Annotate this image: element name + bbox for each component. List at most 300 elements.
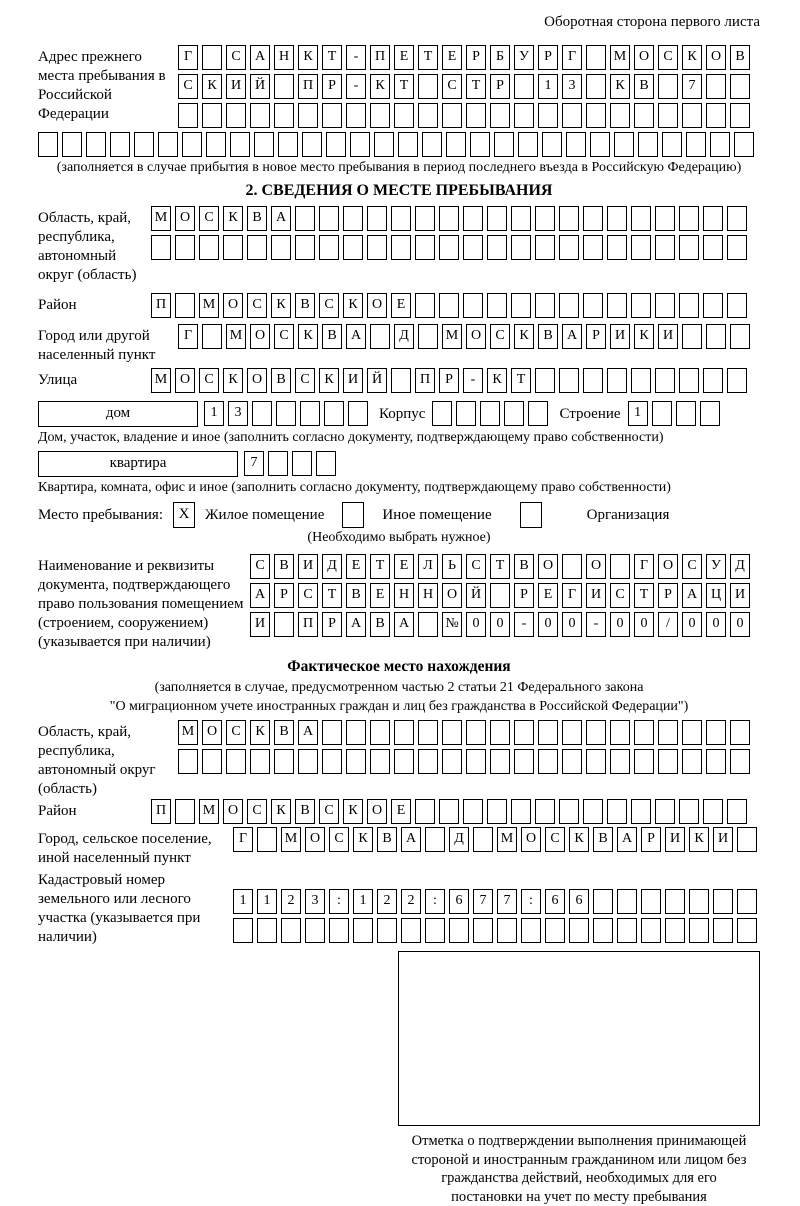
char-cell[interactable] xyxy=(631,368,651,393)
char-cell[interactable] xyxy=(391,235,411,260)
char-cell[interactable] xyxy=(586,103,606,128)
char-cell[interactable] xyxy=(676,401,696,426)
char-cell[interactable] xyxy=(466,103,486,128)
char-cell[interactable] xyxy=(511,235,531,260)
char-cell[interactable] xyxy=(504,401,524,426)
char-cell[interactable] xyxy=(490,749,510,774)
char-cell[interactable]: Р xyxy=(658,583,678,608)
char-cell[interactable]: И xyxy=(665,827,685,852)
char-cell[interactable] xyxy=(178,103,198,128)
char-cell[interactable] xyxy=(394,749,414,774)
char-cell[interactable]: Е xyxy=(391,293,411,318)
char-cell[interactable]: В xyxy=(593,827,613,852)
char-cell[interactable] xyxy=(562,749,582,774)
char-cell[interactable] xyxy=(682,720,702,745)
char-cell[interactable]: В xyxy=(247,206,267,231)
char-cell[interactable]: 7 xyxy=(244,451,264,476)
char-cell[interactable] xyxy=(586,749,606,774)
char-cell[interactable] xyxy=(583,206,603,231)
char-cell[interactable] xyxy=(110,132,130,157)
char-cell[interactable] xyxy=(514,103,534,128)
char-cell[interactable] xyxy=(425,827,445,852)
char-cell[interactable] xyxy=(322,720,342,745)
char-cell[interactable] xyxy=(398,132,418,157)
char-cell[interactable] xyxy=(631,799,651,824)
char-cell[interactable]: А xyxy=(682,583,702,608)
char-cell[interactable]: 3 xyxy=(562,74,582,99)
char-cell[interactable] xyxy=(535,206,555,231)
char-cell[interactable]: В xyxy=(377,827,397,852)
char-cell[interactable] xyxy=(665,889,685,914)
char-cell[interactable]: К xyxy=(298,324,318,349)
char-cell[interactable]: В xyxy=(274,554,294,579)
char-cell[interactable] xyxy=(538,749,558,774)
char-cell[interactable]: Г xyxy=(178,324,198,349)
char-cell[interactable] xyxy=(586,45,606,70)
char-cell[interactable] xyxy=(641,889,661,914)
char-cell[interactable]: С xyxy=(490,324,510,349)
char-cell[interactable]: 6 xyxy=(569,889,589,914)
char-cell[interactable] xyxy=(679,293,699,318)
char-cell[interactable] xyxy=(394,720,414,745)
char-cell[interactable] xyxy=(250,103,270,128)
char-cell[interactable]: Р xyxy=(322,612,342,637)
char-cell[interactable] xyxy=(730,74,750,99)
char-cell[interactable] xyxy=(439,799,459,824)
char-cell[interactable] xyxy=(463,206,483,231)
char-cell[interactable] xyxy=(559,293,579,318)
char-cell[interactable] xyxy=(442,749,462,774)
char-cell[interactable]: А xyxy=(346,324,366,349)
char-cell[interactable] xyxy=(727,206,747,231)
char-cell[interactable]: Е xyxy=(346,554,366,579)
char-cell[interactable]: С xyxy=(199,368,219,393)
char-cell[interactable]: А xyxy=(562,324,582,349)
char-cell[interactable] xyxy=(370,749,390,774)
char-cell[interactable]: В xyxy=(271,368,291,393)
char-cell[interactable]: В xyxy=(514,554,534,579)
char-cell[interactable]: П xyxy=(370,45,390,70)
char-cell[interactable] xyxy=(535,799,555,824)
char-cell[interactable]: М xyxy=(151,206,171,231)
char-cell[interactable] xyxy=(652,401,672,426)
char-cell[interactable]: Н xyxy=(274,45,294,70)
char-cell[interactable]: К xyxy=(319,368,339,393)
char-cell[interactable] xyxy=(418,103,438,128)
char-cell[interactable]: 2 xyxy=(377,889,397,914)
char-cell[interactable] xyxy=(415,235,435,260)
char-cell[interactable] xyxy=(401,918,421,943)
char-cell[interactable] xyxy=(329,918,349,943)
char-cell[interactable] xyxy=(487,235,507,260)
char-cell[interactable] xyxy=(202,324,222,349)
char-cell[interactable] xyxy=(490,583,510,608)
char-cell[interactable] xyxy=(703,799,723,824)
char-cell[interactable] xyxy=(38,132,58,157)
char-cell[interactable]: О xyxy=(175,368,195,393)
char-cell[interactable] xyxy=(562,554,582,579)
char-cell[interactable]: У xyxy=(706,554,726,579)
char-cell[interactable]: 7 xyxy=(682,74,702,99)
char-cell[interactable]: Н xyxy=(394,583,414,608)
char-cell[interactable]: Й xyxy=(250,74,270,99)
char-cell[interactable]: Д xyxy=(322,554,342,579)
char-cell[interactable] xyxy=(134,132,154,157)
char-cell[interactable] xyxy=(583,293,603,318)
char-cell[interactable] xyxy=(480,401,500,426)
char-cell[interactable] xyxy=(374,132,394,157)
char-cell[interactable] xyxy=(610,749,630,774)
char-cell[interactable]: С xyxy=(319,799,339,824)
char-cell[interactable]: О xyxy=(586,554,606,579)
char-cell[interactable] xyxy=(590,132,610,157)
char-cell[interactable]: 6 xyxy=(449,889,469,914)
char-cell[interactable] xyxy=(346,103,366,128)
char-cell[interactable] xyxy=(322,103,342,128)
char-cell[interactable] xyxy=(607,235,627,260)
char-cell[interactable]: М xyxy=(151,368,171,393)
char-cell[interactable] xyxy=(254,132,274,157)
char-cell[interactable]: Р xyxy=(466,45,486,70)
char-cell[interactable] xyxy=(202,749,222,774)
char-cell[interactable] xyxy=(295,206,315,231)
char-cell[interactable] xyxy=(706,749,726,774)
char-cell[interactable]: Г xyxy=(562,45,582,70)
char-cell[interactable] xyxy=(446,132,466,157)
char-cell[interactable]: Е xyxy=(394,45,414,70)
char-cell[interactable]: 0 xyxy=(706,612,726,637)
char-cell[interactable] xyxy=(322,749,342,774)
char-cell[interactable]: : xyxy=(329,889,349,914)
char-cell[interactable]: В xyxy=(274,720,294,745)
char-cell[interactable] xyxy=(535,368,555,393)
char-cell[interactable] xyxy=(734,132,754,157)
char-cell[interactable] xyxy=(175,799,195,824)
char-cell[interactable]: / xyxy=(658,612,678,637)
char-cell[interactable]: В xyxy=(730,45,750,70)
char-cell[interactable] xyxy=(610,103,630,128)
char-cell[interactable]: И xyxy=(586,583,606,608)
char-cell[interactable]: 2 xyxy=(281,889,301,914)
char-cell[interactable] xyxy=(737,827,757,852)
char-cell[interactable] xyxy=(418,324,438,349)
char-cell[interactable] xyxy=(394,103,414,128)
char-cell[interactable]: И xyxy=(658,324,678,349)
char-cell[interactable]: - xyxy=(346,45,366,70)
char-cell[interactable] xyxy=(593,918,613,943)
char-cell[interactable]: 6 xyxy=(545,889,565,914)
char-cell[interactable] xyxy=(545,918,565,943)
char-cell[interactable]: С xyxy=(682,554,702,579)
char-cell[interactable] xyxy=(511,293,531,318)
char-cell[interactable] xyxy=(466,720,486,745)
char-cell[interactable] xyxy=(679,206,699,231)
char-cell[interactable]: 1 xyxy=(257,889,277,914)
char-cell[interactable]: К xyxy=(689,827,709,852)
char-cell[interactable] xyxy=(418,749,438,774)
char-cell[interactable] xyxy=(463,799,483,824)
char-cell[interactable]: С xyxy=(329,827,349,852)
char-cell[interactable] xyxy=(223,235,243,260)
char-cell[interactable]: В xyxy=(295,293,315,318)
char-cell[interactable] xyxy=(151,235,171,260)
char-cell[interactable] xyxy=(199,235,219,260)
char-cell[interactable] xyxy=(713,889,733,914)
char-cell[interactable] xyxy=(730,103,750,128)
char-cell[interactable]: И xyxy=(713,827,733,852)
char-cell[interactable] xyxy=(490,720,510,745)
char-cell[interactable] xyxy=(583,368,603,393)
char-cell[interactable] xyxy=(703,235,723,260)
char-cell[interactable]: 1 xyxy=(233,889,253,914)
char-cell[interactable] xyxy=(305,918,325,943)
char-cell[interactable]: С xyxy=(247,293,267,318)
char-cell[interactable]: Р xyxy=(274,583,294,608)
char-cell[interactable]: О xyxy=(367,799,387,824)
char-cell[interactable]: И xyxy=(610,324,630,349)
char-cell[interactable] xyxy=(607,293,627,318)
char-cell[interactable] xyxy=(324,401,344,426)
char-cell[interactable]: О xyxy=(521,827,541,852)
char-cell[interactable] xyxy=(658,103,678,128)
char-cell[interactable]: 1 xyxy=(538,74,558,99)
zhiloe-checkbox[interactable]: X xyxy=(173,502,195,528)
char-cell[interactable]: М xyxy=(199,293,219,318)
char-cell[interactable] xyxy=(466,749,486,774)
char-cell[interactable] xyxy=(226,103,246,128)
char-cell[interactable] xyxy=(274,612,294,637)
char-cell[interactable]: О xyxy=(175,206,195,231)
char-cell[interactable]: Р xyxy=(538,45,558,70)
char-cell[interactable]: М xyxy=(281,827,301,852)
char-cell[interactable] xyxy=(370,720,390,745)
char-cell[interactable] xyxy=(703,293,723,318)
char-cell[interactable] xyxy=(538,720,558,745)
char-cell[interactable]: 0 xyxy=(682,612,702,637)
char-cell[interactable]: О xyxy=(634,45,654,70)
char-cell[interactable] xyxy=(316,451,336,476)
char-cell[interactable]: Т xyxy=(490,554,510,579)
char-cell[interactable] xyxy=(562,103,582,128)
char-cell[interactable] xyxy=(610,554,630,579)
char-cell[interactable]: № xyxy=(442,612,462,637)
inoe-checkbox[interactable] xyxy=(342,502,364,528)
char-cell[interactable]: К xyxy=(271,799,291,824)
char-cell[interactable]: 0 xyxy=(490,612,510,637)
char-cell[interactable] xyxy=(274,74,294,99)
char-cell[interactable]: Е xyxy=(391,799,411,824)
char-cell[interactable] xyxy=(418,720,438,745)
char-cell[interactable] xyxy=(689,918,709,943)
char-cell[interactable] xyxy=(370,324,390,349)
char-cell[interactable] xyxy=(662,132,682,157)
char-cell[interactable] xyxy=(730,749,750,774)
char-cell[interactable]: О xyxy=(466,324,486,349)
char-cell[interactable] xyxy=(514,74,534,99)
char-cell[interactable]: Т xyxy=(511,368,531,393)
char-cell[interactable]: К xyxy=(487,368,507,393)
char-cell[interactable]: С xyxy=(226,45,246,70)
char-cell[interactable] xyxy=(62,132,82,157)
char-cell[interactable]: С xyxy=(274,324,294,349)
char-cell[interactable]: Е xyxy=(394,554,414,579)
char-cell[interactable]: Г xyxy=(178,45,198,70)
char-cell[interactable]: В xyxy=(370,612,390,637)
char-cell[interactable]: Р xyxy=(514,583,534,608)
char-cell[interactable] xyxy=(418,612,438,637)
char-cell[interactable] xyxy=(528,401,548,426)
char-cell[interactable] xyxy=(292,451,312,476)
char-cell[interactable]: С xyxy=(466,554,486,579)
char-cell[interactable] xyxy=(281,918,301,943)
char-cell[interactable]: Ь xyxy=(442,554,462,579)
char-cell[interactable] xyxy=(518,132,538,157)
char-cell[interactable] xyxy=(658,74,678,99)
char-cell[interactable]: Р xyxy=(586,324,606,349)
char-cell[interactable] xyxy=(178,749,198,774)
char-cell[interactable] xyxy=(538,103,558,128)
char-cell[interactable]: О xyxy=(442,583,462,608)
char-cell[interactable]: М xyxy=(178,720,198,745)
char-cell[interactable] xyxy=(703,206,723,231)
char-cell[interactable]: В xyxy=(295,799,315,824)
char-cell[interactable] xyxy=(514,720,534,745)
char-cell[interactable] xyxy=(415,206,435,231)
char-cell[interactable] xyxy=(326,132,346,157)
char-cell[interactable] xyxy=(206,132,226,157)
char-cell[interactable] xyxy=(271,235,291,260)
char-cell[interactable]: В xyxy=(346,583,366,608)
char-cell[interactable]: В xyxy=(322,324,342,349)
char-cell[interactable] xyxy=(470,132,490,157)
char-cell[interactable]: 1 xyxy=(628,401,648,426)
char-cell[interactable]: К xyxy=(682,45,702,70)
char-cell[interactable]: С xyxy=(250,554,270,579)
char-cell[interactable]: С xyxy=(658,45,678,70)
char-cell[interactable] xyxy=(617,918,637,943)
char-cell[interactable]: О xyxy=(658,554,678,579)
char-cell[interactable]: - xyxy=(586,612,606,637)
char-cell[interactable] xyxy=(559,368,579,393)
char-cell[interactable] xyxy=(679,235,699,260)
char-cell[interactable] xyxy=(607,799,627,824)
char-cell[interactable] xyxy=(737,889,757,914)
char-cell[interactable]: П xyxy=(151,293,171,318)
char-cell[interactable]: С xyxy=(199,206,219,231)
char-cell[interactable]: К xyxy=(569,827,589,852)
char-cell[interactable] xyxy=(614,132,634,157)
char-cell[interactable] xyxy=(535,235,555,260)
char-cell[interactable] xyxy=(367,206,387,231)
char-cell[interactable]: Д xyxy=(394,324,414,349)
char-cell[interactable]: - xyxy=(463,368,483,393)
char-cell[interactable] xyxy=(449,918,469,943)
char-cell[interactable] xyxy=(487,799,507,824)
char-cell[interactable]: : xyxy=(521,889,541,914)
char-cell[interactable]: К xyxy=(250,720,270,745)
char-cell[interactable]: Г xyxy=(233,827,253,852)
char-cell[interactable] xyxy=(391,206,411,231)
char-cell[interactable]: Г xyxy=(634,554,654,579)
char-cell[interactable]: К xyxy=(223,368,243,393)
char-cell[interactable] xyxy=(682,103,702,128)
char-cell[interactable] xyxy=(494,132,514,157)
char-cell[interactable]: А xyxy=(271,206,291,231)
char-cell[interactable]: Л xyxy=(418,554,438,579)
char-cell[interactable]: О xyxy=(367,293,387,318)
char-cell[interactable] xyxy=(682,324,702,349)
char-cell[interactable]: - xyxy=(514,612,534,637)
char-cell[interactable] xyxy=(456,401,476,426)
char-cell[interactable] xyxy=(511,206,531,231)
char-cell[interactable]: С xyxy=(226,720,246,745)
char-cell[interactable]: Е xyxy=(370,583,390,608)
char-cell[interactable]: 7 xyxy=(473,889,493,914)
char-cell[interactable]: М xyxy=(610,45,630,70)
char-cell[interactable]: И xyxy=(250,612,270,637)
char-cell[interactable] xyxy=(422,132,442,157)
char-cell[interactable]: С xyxy=(319,293,339,318)
char-cell[interactable] xyxy=(634,749,654,774)
char-cell[interactable] xyxy=(679,368,699,393)
char-cell[interactable] xyxy=(175,235,195,260)
char-cell[interactable] xyxy=(514,749,534,774)
char-cell[interactable] xyxy=(703,368,723,393)
char-cell[interactable]: 1 xyxy=(353,889,373,914)
char-cell[interactable]: Й xyxy=(367,368,387,393)
char-cell[interactable] xyxy=(487,293,507,318)
char-cell[interactable]: О xyxy=(706,45,726,70)
char-cell[interactable] xyxy=(319,206,339,231)
char-cell[interactable]: Т xyxy=(634,583,654,608)
char-cell[interactable]: - xyxy=(346,74,366,99)
char-cell[interactable]: В xyxy=(634,74,654,99)
char-cell[interactable] xyxy=(569,918,589,943)
char-cell[interactable]: С xyxy=(442,74,462,99)
char-cell[interactable]: И xyxy=(730,583,750,608)
char-cell[interactable] xyxy=(631,293,651,318)
char-cell[interactable]: Т xyxy=(394,74,414,99)
char-cell[interactable]: М xyxy=(497,827,517,852)
char-cell[interactable] xyxy=(583,799,603,824)
char-cell[interactable]: Д xyxy=(449,827,469,852)
char-cell[interactable]: Й xyxy=(466,583,486,608)
char-cell[interactable]: : xyxy=(425,889,445,914)
char-cell[interactable]: П xyxy=(151,799,171,824)
char-cell[interactable] xyxy=(607,206,627,231)
char-cell[interactable] xyxy=(559,235,579,260)
char-cell[interactable]: Ц xyxy=(706,583,726,608)
char-cell[interactable] xyxy=(634,103,654,128)
char-cell[interactable]: А xyxy=(298,720,318,745)
char-cell[interactable]: Т xyxy=(370,554,390,579)
char-cell[interactable]: Е xyxy=(538,583,558,608)
char-cell[interactable]: 7 xyxy=(497,889,517,914)
char-cell[interactable] xyxy=(432,401,452,426)
char-cell[interactable]: Г xyxy=(562,583,582,608)
char-cell[interactable] xyxy=(665,918,685,943)
organizatsiya-checkbox[interactable] xyxy=(520,502,542,528)
char-cell[interactable] xyxy=(490,103,510,128)
char-cell[interactable]: К xyxy=(298,45,318,70)
char-cell[interactable] xyxy=(268,451,288,476)
char-cell[interactable] xyxy=(86,132,106,157)
char-cell[interactable]: С xyxy=(247,799,267,824)
char-cell[interactable] xyxy=(631,206,651,231)
char-cell[interactable] xyxy=(559,799,579,824)
char-cell[interactable] xyxy=(353,918,373,943)
char-cell[interactable] xyxy=(276,401,296,426)
